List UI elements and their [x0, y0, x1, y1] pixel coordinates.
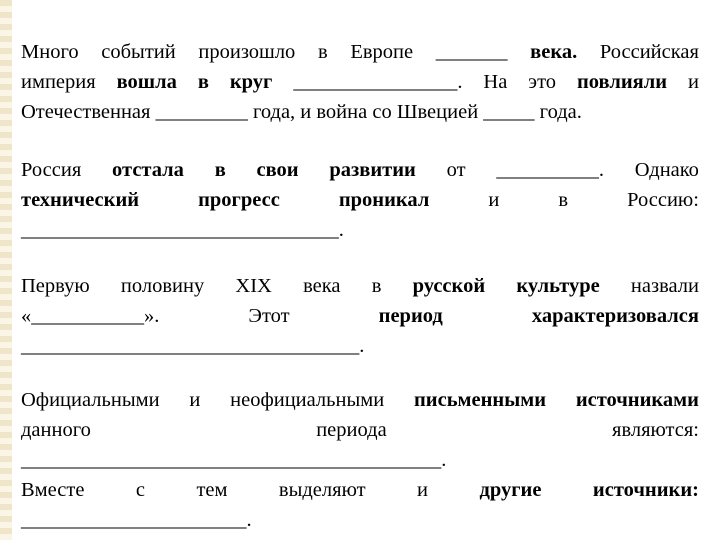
- word: Официальными: [21, 389, 160, 411]
- word: Российская: [599, 41, 699, 63]
- word: в: [197, 71, 209, 93]
- word: века: [303, 275, 341, 297]
- p4-line-1: [21, 385, 699, 415]
- p4-line-3: [21, 445, 699, 475]
- word: источники:: [592, 479, 699, 501]
- text: _________________________________________.: [21, 449, 447, 471]
- decorative-stripe-border: [0, 0, 12, 540]
- word: века.: [530, 41, 578, 63]
- p2-line-3: [21, 215, 699, 245]
- word: тем: [196, 479, 228, 501]
- p2-line-2: [21, 185, 699, 215]
- word: Вместе: [21, 479, 85, 501]
- word: письменными: [413, 389, 547, 411]
- p1-line-1: [21, 37, 699, 67]
- word: империя: [21, 71, 96, 93]
- word: в: [317, 41, 328, 63]
- word: с: [135, 479, 145, 501]
- word: Однако: [634, 159, 699, 181]
- word: XIX: [235, 275, 272, 297]
- word: данного: [21, 419, 91, 441]
- word: культуре: [516, 275, 600, 297]
- word: в: [558, 189, 569, 211]
- p4-line-2: [21, 415, 699, 445]
- word: это: [528, 71, 557, 93]
- word: и: [417, 479, 429, 501]
- p2-line-1: [21, 155, 699, 185]
- p1-line-3: [21, 97, 699, 127]
- word: развитии: [329, 159, 416, 181]
- word: Много: [21, 41, 79, 63]
- word: свои: [256, 159, 299, 181]
- word: русской: [412, 275, 486, 297]
- word: и: [189, 389, 201, 411]
- text: ______________________.: [21, 509, 252, 531]
- word: в: [371, 275, 382, 297]
- word: Россия: [21, 159, 82, 181]
- word: являются:: [612, 419, 699, 441]
- text: _______________________________.: [21, 219, 344, 241]
- word: прогресс: [198, 189, 280, 211]
- word: На: [483, 71, 508, 93]
- word: источниками: [575, 389, 699, 411]
- word: половину: [120, 275, 205, 297]
- word: Первую: [21, 275, 90, 297]
- word: назвали: [630, 275, 699, 297]
- text: _________________________________.: [21, 335, 365, 357]
- p3-line-3: [21, 331, 699, 361]
- word: «___________».: [21, 305, 160, 327]
- p3-line-1: [21, 271, 699, 301]
- word: от: [446, 159, 466, 181]
- p4-line-5: [21, 505, 699, 535]
- word: Европе: [350, 41, 414, 63]
- word: круг: [229, 71, 273, 93]
- text: Отечественная _________ года, и война со Швецией _____ года.: [21, 101, 582, 123]
- word: проникал: [338, 189, 430, 211]
- word: выделяют: [278, 479, 366, 501]
- word: ________________.: [293, 71, 463, 93]
- p4-line-4: [21, 475, 699, 505]
- word: повлияли: [576, 71, 668, 93]
- word: неофициальными: [230, 389, 385, 411]
- word: отстала: [112, 159, 184, 181]
- word: технический: [21, 189, 140, 211]
- p3-line-2: [21, 301, 699, 331]
- word: другие: [479, 479, 542, 501]
- word: характеризовался: [531, 305, 699, 327]
- word: Россию:: [627, 189, 699, 211]
- word: и: [688, 71, 699, 93]
- word: событий: [101, 41, 176, 63]
- word: Этот: [248, 305, 290, 327]
- word: периода: [316, 419, 387, 441]
- p1-line-2: [21, 67, 699, 97]
- word: в: [214, 159, 226, 181]
- word: __________.: [496, 159, 604, 181]
- word: вошла: [116, 71, 177, 93]
- word: период: [378, 305, 443, 327]
- word: _______: [435, 41, 508, 63]
- word: произошло: [198, 41, 296, 63]
- word: и: [488, 189, 500, 211]
